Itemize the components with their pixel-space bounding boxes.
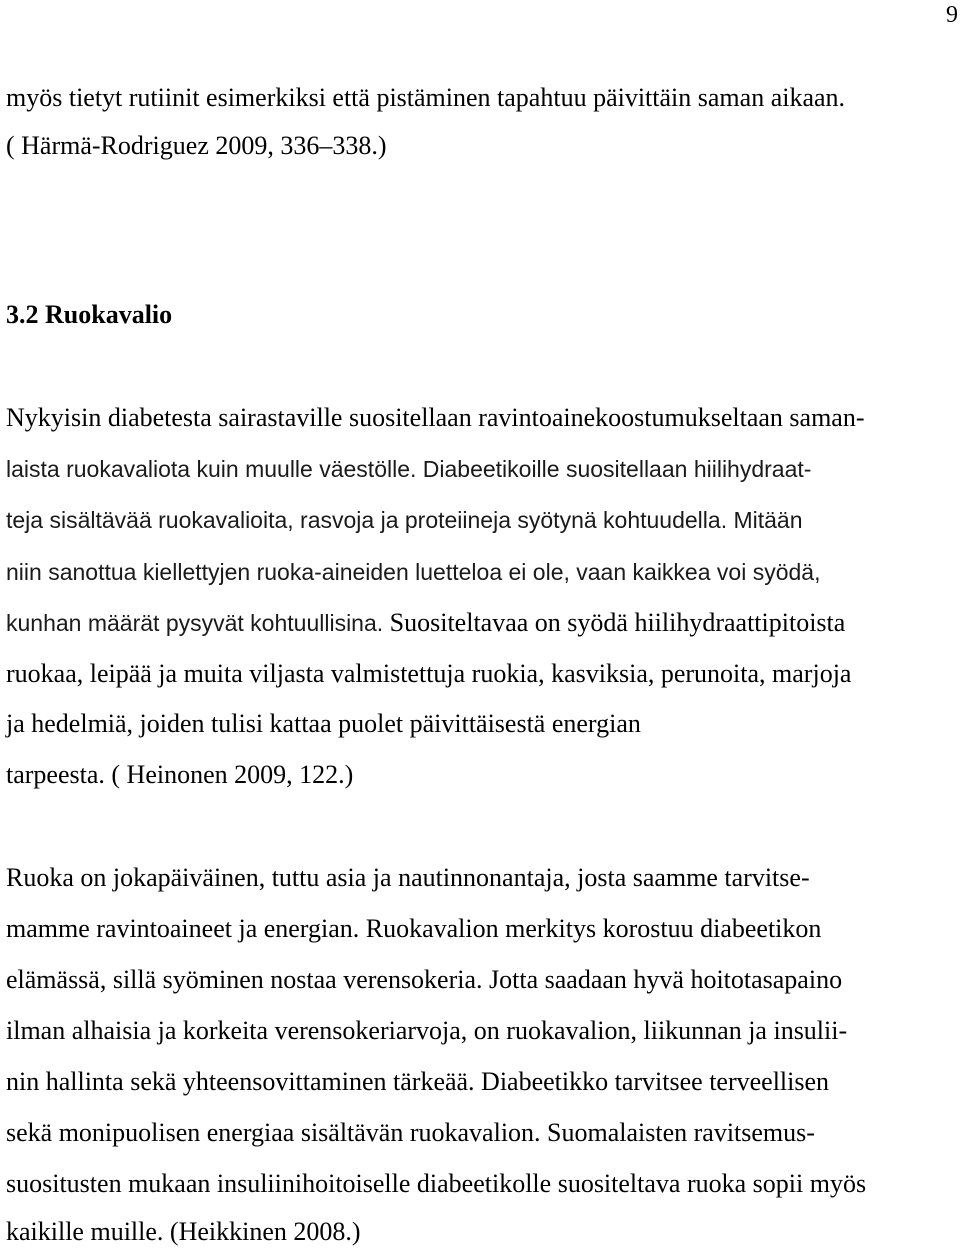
paragraph-line: kaikille muille. (Heikkinen 2008.) [6, 1217, 361, 1246]
paragraph-line-part: kunhan määrät pysyvät kohtuullisina. [6, 610, 384, 636]
paragraph-line: myös tietyt rutiinit esimerkiksi että pistäminen tapahtuu päivittäin saman aikaan. [6, 83, 846, 112]
paragraph-line: elämässä, sillä syöminen nostaa verensokeria. Jotta saadaan hyvä hoitotasapaino [6, 965, 843, 994]
paragraph-line: suositusten mukaan insuliinihoitoiselle diabeetikolle suositeltava ruoka sopii myös [6, 1169, 867, 1198]
paragraph-line: Nykyisin diabetesta sairastaville suositellaan ravintoainekoostumukseltaan saman- [6, 403, 865, 432]
paragraph-line: niin sanottua kiellettyjen ruoka-aineiden luetteloa ei ole, vaan kaikkea voi syödä, [6, 559, 821, 585]
paragraph-line: mamme ravintoaineet ja energian. Ruokavalion merkitys korostuu diabeetikon [6, 914, 822, 943]
paragraph-line: ruokaa, leipää ja muita viljasta valmistettuja ruokia, kasviksia, perunoita, marjoja [6, 659, 852, 688]
paragraph-line: ja hedelmiä, joiden tulisi kattaa puolet päivittäisestä energian [6, 709, 641, 738]
paragraph-line [6, 608, 845, 638]
page-number: 9 [946, 2, 958, 28]
paragraph-line: ilman alhaisia ja korkeita verensokeriarvoja, on ruokavalion, liikunnan ja insulii- [6, 1016, 848, 1045]
paragraph-line-part: Suositeltavaa on syödä hiilihydraattipitoista [383, 608, 846, 637]
paragraph-line: laista ruokavaliota kuin muulle väestölle. Diabeetikoille suositellaan hiilihydraat- [6, 456, 812, 482]
paragraph-line: Ruoka on jokapäiväinen, tuttu asia ja nautinnonantaja, josta saamme tarvitse- [6, 863, 810, 892]
paragraph-line: ( Härmä-Rodriguez 2009, 336–338.) [6, 131, 387, 160]
paragraph-line: teja sisältävää ruokavalioita, rasvoja ja proteiineja syötynä kohtuudella. Mitään [6, 507, 803, 533]
paragraph-line: sekä monipuolisen energiaa sisältävän ruokavalion. Suomalaisten ravitsemus- [6, 1118, 815, 1147]
section-heading: 3.2 Ruokavalio [6, 300, 173, 329]
paragraph-line: nin hallinta sekä yhteensovittaminen tärkeää. Diabeetikko tarvitsee terveellisen [6, 1067, 830, 1096]
paragraph-line: tarpeesta. ( Heinonen 2009, 122.) [6, 760, 354, 789]
